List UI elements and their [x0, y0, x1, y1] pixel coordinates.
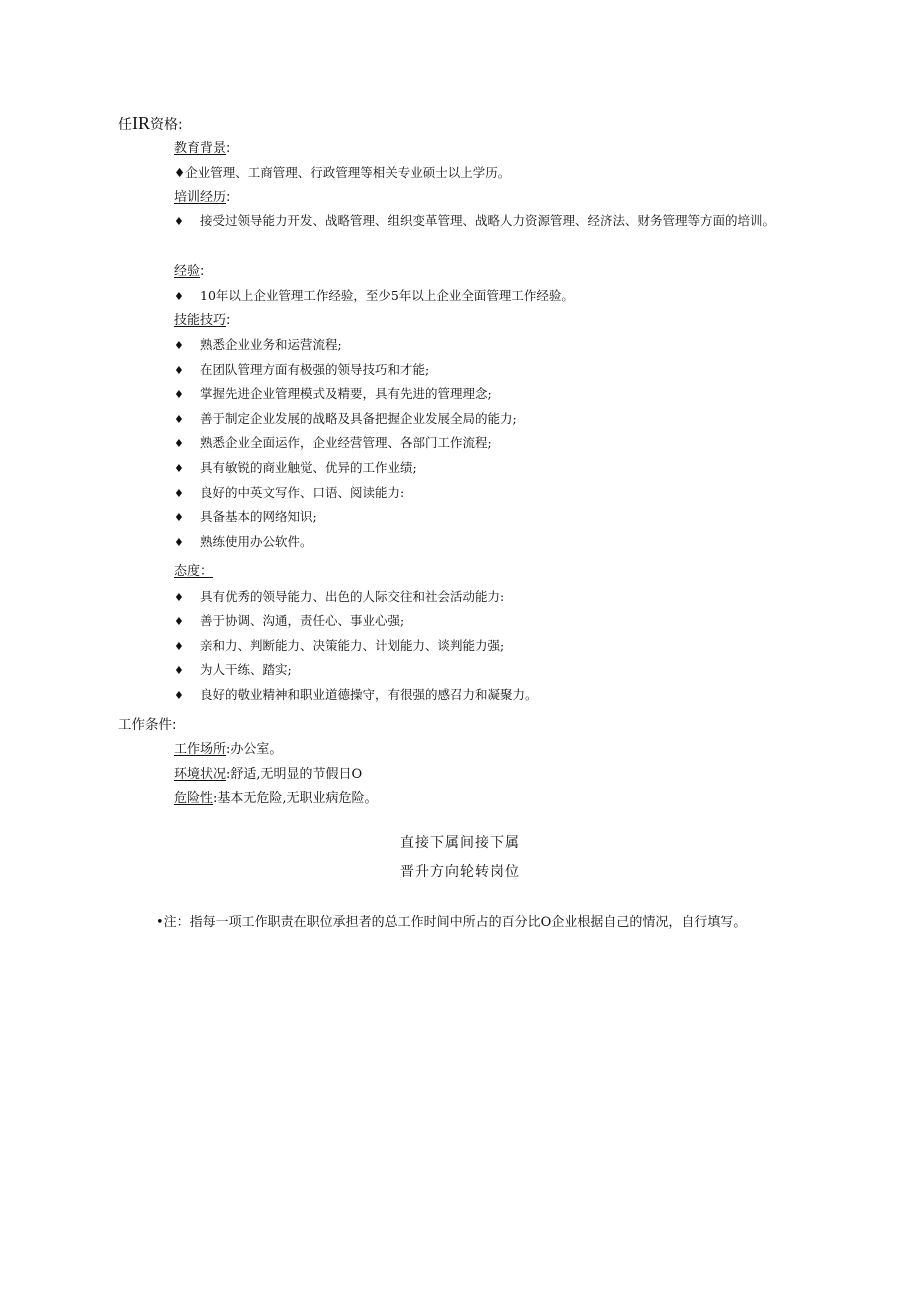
diamond-bullet-icon: ♦ — [174, 615, 184, 628]
list-item — [174, 661, 292, 680]
list-item — [174, 484, 404, 503]
skill-item: 掌握先进企业管理模式及精要，具有先进的管理理念; — [200, 386, 492, 401]
skills-colon: : — [226, 313, 231, 328]
work-place-row — [174, 741, 282, 759]
environment-value: :舒适,无明显的节假日O — [226, 767, 363, 782]
education-colon: : — [226, 141, 231, 156]
list-item — [174, 434, 492, 453]
diamond-bullet-icon: ♦ — [174, 290, 184, 303]
training-label: 培训经历 — [174, 190, 227, 205]
attitude-item: 为人干练、踏实; — [200, 662, 292, 677]
qualifications-heading-prefix: 任 — [118, 117, 132, 133]
hazard-label: 危险性 — [174, 791, 214, 806]
education-label: 教育背景 — [174, 141, 227, 156]
diamond-bullet-icon: ♦ — [174, 462, 184, 475]
skill-item: 熟悉企业全面运作，企业经营管理、各部门工作流程; — [200, 435, 492, 450]
training-heading — [174, 189, 230, 207]
list-item — [174, 410, 517, 429]
skill-item: 在团队管理方面有极强的领导技巧和才能; — [200, 362, 430, 377]
skills-label: 技能技巧 — [174, 313, 227, 328]
work-place-label: 工作场所 — [174, 742, 227, 757]
diamond-bullet-icon: ♦ — [174, 536, 184, 549]
experience-heading — [174, 263, 204, 281]
education-text: ♦企业管理、工商管理、行政管理等相关专业硕士以上学历。 — [174, 165, 511, 180]
list-item — [174, 508, 317, 527]
diamond-bullet-icon: ♦ — [174, 339, 184, 352]
relations-line-promotion: 晋升方向轮转岗位 — [400, 864, 520, 880]
diamond-bullet-icon: ♦ — [174, 689, 184, 702]
skill-item: 良好的中英文写作、口语、阅读能力: — [200, 485, 405, 500]
skill-item: 熟练使用办公软件。 — [200, 534, 313, 549]
attitude-item: 亲和力、判断能力、决策能力、计划能力、谈判能力强; — [200, 638, 505, 653]
list-item — [174, 637, 504, 656]
diamond-bullet-icon: ♦ — [174, 215, 184, 228]
list-item — [174, 361, 429, 380]
environment-row — [174, 766, 362, 784]
list-item — [174, 287, 574, 306]
relations-line-subordinates: 直接下属间接下属 — [400, 835, 520, 851]
list-item — [174, 459, 417, 478]
attitude-heading — [174, 563, 213, 581]
experience-colon: : — [200, 264, 205, 279]
skill-item: 具备基本的网络知识; — [200, 509, 317, 524]
education-heading — [174, 140, 230, 158]
footnote: •注：指每一项工作职责在职位承担者的总工作时间中所占的百分比O企业根据自己的情况，自行填写。 — [156, 915, 747, 930]
qualifications-heading-code: IR — [132, 113, 150, 133]
list-item — [174, 588, 504, 607]
diamond-bullet-icon: ♦ — [174, 437, 184, 450]
work-place-value: :办公室。 — [226, 742, 283, 757]
list-item — [174, 336, 342, 355]
list-item — [174, 533, 313, 552]
list-item — [174, 612, 404, 631]
hazard-row — [174, 790, 378, 808]
attitude-item: 善于协调、沟通，责任心、事业心强; — [200, 613, 405, 628]
skill-item: 熟悉企业业务和运营流程; — [200, 337, 342, 352]
attitude-item: 具有优秀的领导能力、出色的人际交往和社会活动能力: — [200, 589, 505, 604]
training-colon: : — [226, 190, 231, 205]
diamond-bullet-icon: ♦ — [174, 511, 184, 524]
environment-label: 环境状况 — [174, 767, 227, 782]
training-text: 接受过领导能力开发、战略管理、组织变革管理、战略人力资源管理、经济法、财务管理等方面的培训。 — [200, 213, 776, 228]
diamond-bullet-icon: ♦ — [174, 664, 184, 677]
attitude-item: 良好的敬业精神和职业道德操守，有很强的感召力和凝聚力。 — [200, 687, 538, 702]
list-item — [174, 686, 538, 705]
diamond-bullet-icon: ♦ — [174, 388, 184, 401]
work-conditions-heading: 工作条件: — [118, 717, 177, 733]
diamond-bullet-icon: ♦ — [174, 640, 184, 653]
experience-item: 10年以上企业管理工作经验，至少5年以上企业全面管理工作经验。 — [200, 288, 574, 303]
diamond-bullet-icon: ♦ — [174, 591, 184, 604]
training-text-block — [174, 209, 814, 234]
diamond-bullet-icon: ♦ — [174, 487, 184, 500]
hazard-value: :基本无危险,无职业病危险。 — [213, 791, 378, 806]
skill-item: 善于制定企业发展的战略及具备把握企业发展全局的能力; — [200, 411, 517, 426]
skill-item: 具有敏锐的商业触觉、优异的工作业绩; — [200, 460, 417, 475]
diamond-bullet-icon: ♦ — [174, 413, 184, 426]
skills-heading — [174, 312, 230, 330]
qualifications-heading — [118, 114, 183, 134]
diamond-bullet-icon: ♦ — [174, 364, 184, 377]
attitude-label: 态度： — [174, 564, 214, 579]
experience-label: 经验 — [174, 264, 201, 279]
qualifications-heading-suffix: 资格: — [150, 117, 183, 133]
list-item — [174, 385, 492, 404]
